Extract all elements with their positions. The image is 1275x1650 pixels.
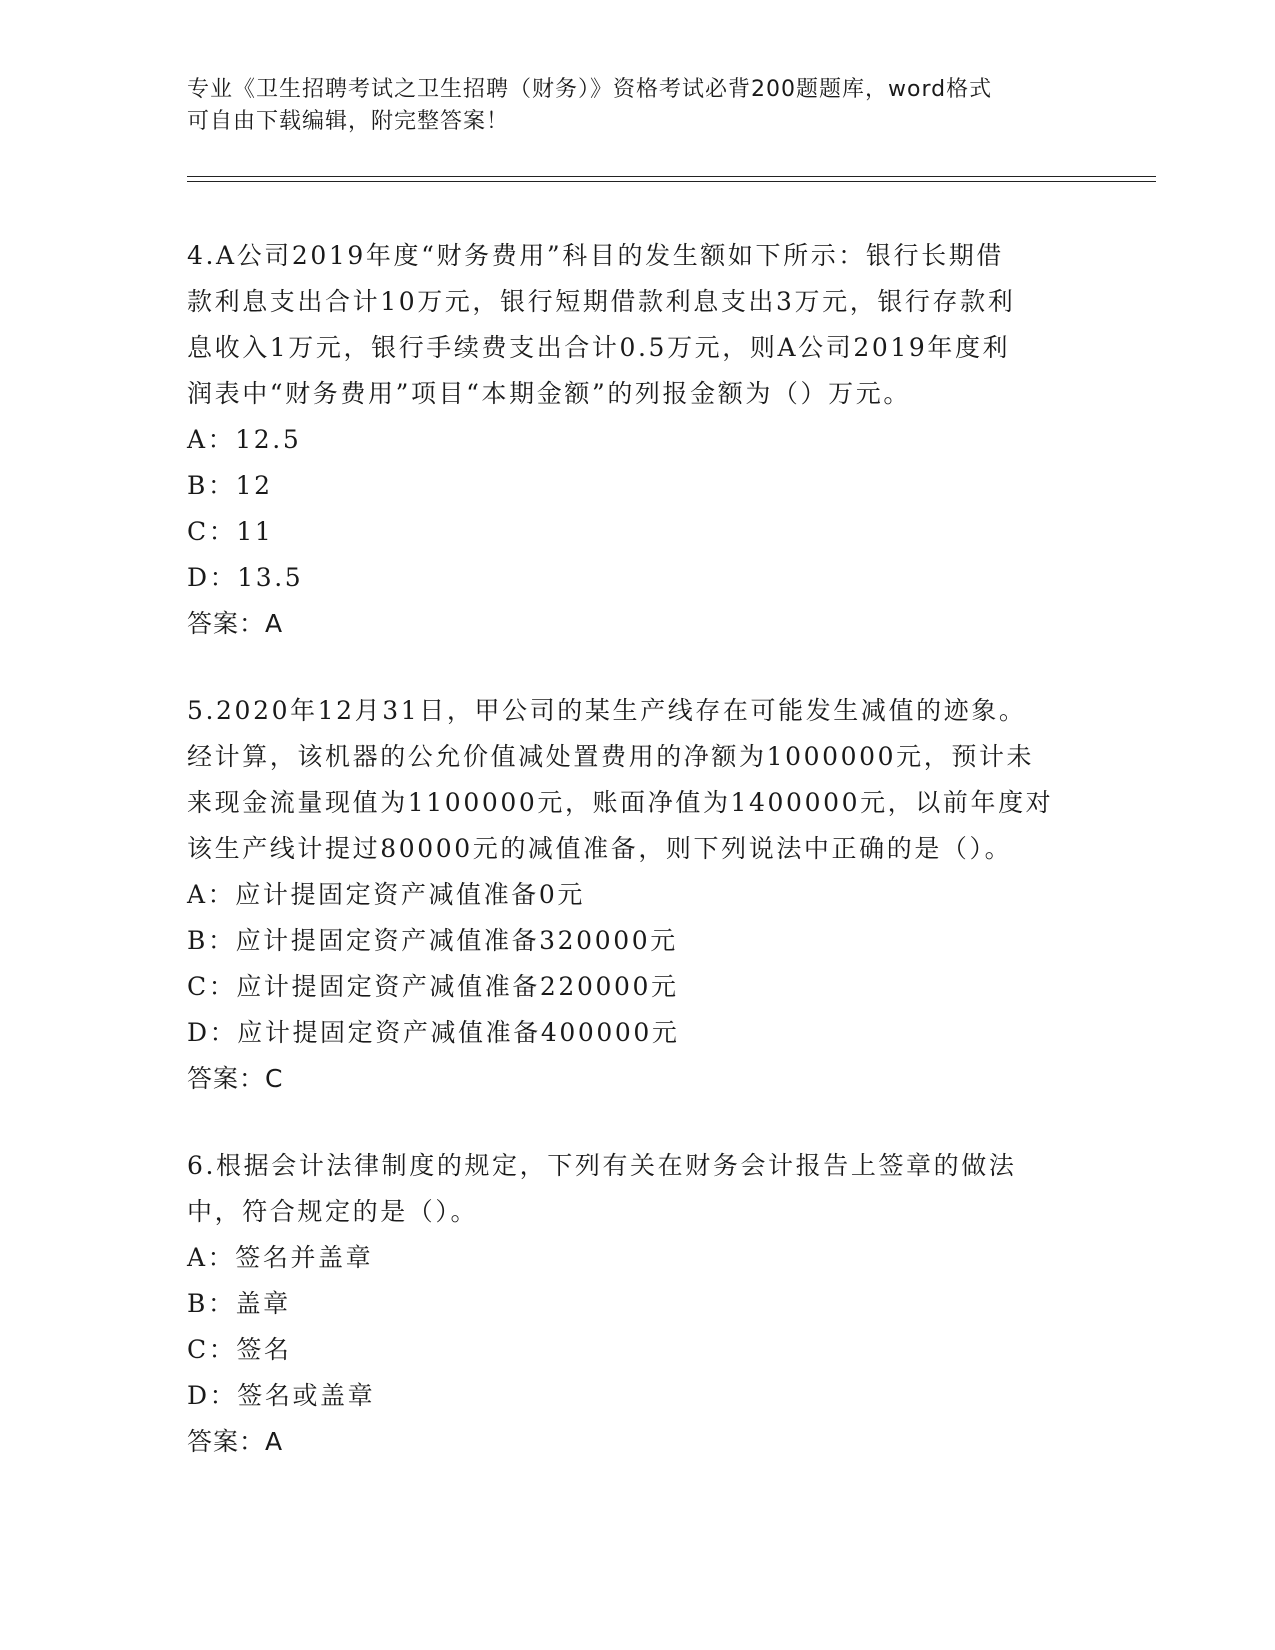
option-b: B：应计提固定资产减值准备320000元 xyxy=(187,926,678,955)
question-stem-line: 经计算，该机器的公允价值减处置费用的净额为1000000元，预计未 xyxy=(187,742,1035,771)
answer-line: 答案：A xyxy=(187,609,284,638)
question-5 xyxy=(187,688,1087,1102)
option-d: D：签名或盖章 xyxy=(187,1381,376,1410)
option-a: A：应计提固定资产减值准备0元 xyxy=(187,880,585,909)
option-c: C：11 xyxy=(187,517,274,546)
question-6 xyxy=(187,1143,1087,1465)
question-stem-line: 来现金流量现值为1100000元，账面净值为1400000元，以前年度对 xyxy=(187,788,1054,817)
question-stem-line: 息收入1万元，银行手续费支出合计0.5万元，则A公司2019年度利 xyxy=(187,333,1011,362)
question-stem-line: 润表中“财务费用”项目“本期金额”的列报金额为（）万元。 xyxy=(187,379,911,408)
header-line-2: 可自由下载编辑，附完整答案！ xyxy=(187,109,510,134)
question-stem-line: 4.A公司2019年度“财务费用”科目的发生额如下所示：银行长期借 xyxy=(187,241,1004,270)
question-4 xyxy=(187,233,1087,647)
header-line-1: 专业《卫生招聘考试之卫生招聘（财务）》资格考试必背200题题库，word格式 xyxy=(187,77,993,102)
option-d: D：应计提固定资产减值准备400000元 xyxy=(187,1018,680,1047)
answer-line: 答案：A xyxy=(187,1427,284,1456)
document-header xyxy=(187,74,1067,138)
option-a: A：12.5 xyxy=(187,425,302,454)
answer-line: 答案：C xyxy=(187,1064,284,1093)
option-b: B：12 xyxy=(187,471,273,500)
question-stem-line: 该生产线计提过80000元的减值准备，则下列说法中正确的是（）。 xyxy=(187,834,1013,863)
option-c: C：应计提固定资产减值准备220000元 xyxy=(187,972,679,1001)
question-stem-line: 款利息支出合计10万元，银行短期借款利息支出3万元，银行存款利 xyxy=(187,287,1016,316)
header-divider-bottom xyxy=(187,181,1156,182)
option-c: C：签名 xyxy=(187,1335,292,1364)
option-a: A：签名并盖章 xyxy=(187,1243,374,1272)
question-stem-line: 6.根据会计法律制度的规定，下列有关在财务会计报告上签章的做法 xyxy=(187,1151,1017,1180)
option-d: D：13.5 xyxy=(187,563,304,592)
header-divider-top xyxy=(187,176,1156,177)
question-stem-line: 中，符合规定的是（）。 xyxy=(187,1197,479,1226)
option-b: B：盖章 xyxy=(187,1289,291,1318)
question-stem-line: 5.2020年12月31日，甲公司的某生产线存在可能发生减值的迹象。 xyxy=(187,696,1027,725)
